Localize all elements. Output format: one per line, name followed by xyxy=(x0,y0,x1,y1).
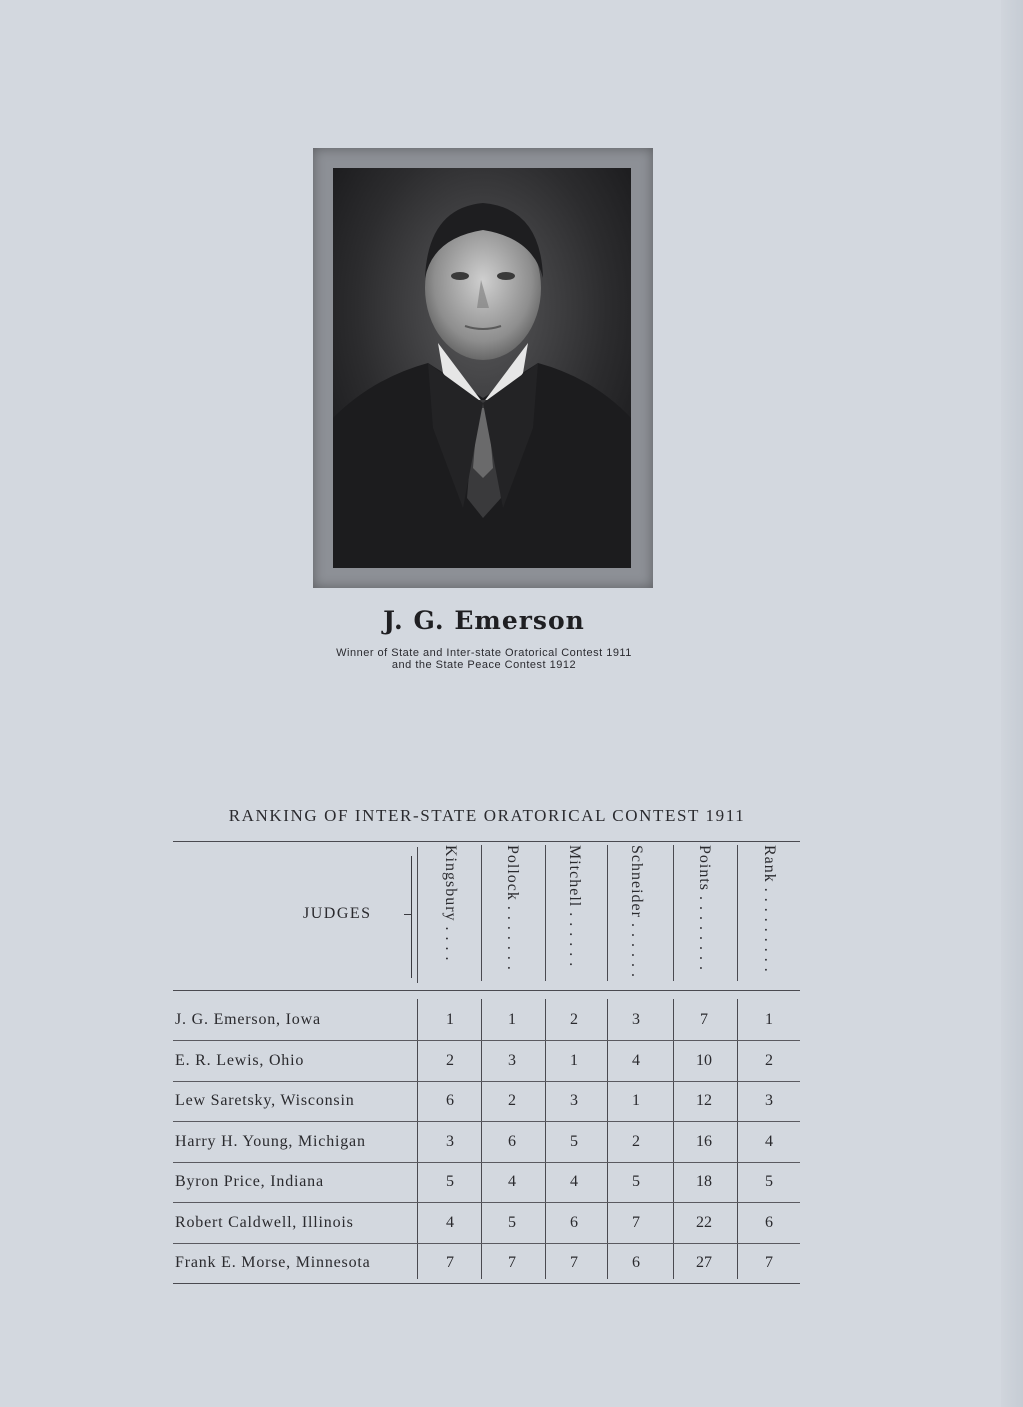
contestant-name: J. G. Emerson, Iowa xyxy=(175,1011,321,1028)
score-cell: 5 xyxy=(632,1173,640,1190)
score-cell: 5 xyxy=(508,1213,516,1231)
portrait-caption-line2: and the State Peace Contest 1912 xyxy=(391,659,577,671)
score-cell: 4 xyxy=(446,1213,454,1231)
score-cell: 5 xyxy=(570,1132,578,1150)
contestant-name: Byron Price, Indiana xyxy=(175,1173,324,1190)
portrait-frame xyxy=(313,148,653,588)
column-header-label: Points . . . . . . . . xyxy=(696,845,713,972)
column-header-label: Mitchell . . . . . . xyxy=(566,845,583,968)
column-header-label: Pollock . . . . . . . xyxy=(504,845,521,971)
portrait-illustration xyxy=(333,168,631,568)
score-cell: 5 xyxy=(765,1173,773,1190)
score-cell: 7 xyxy=(508,1254,516,1271)
column-header-1 xyxy=(492,841,532,990)
score-cell: 6 xyxy=(508,1132,516,1150)
score-cell: 7 xyxy=(570,1254,578,1271)
header-column-separator xyxy=(673,845,674,981)
score-cell: 6 xyxy=(765,1213,773,1231)
score-cell: 4 xyxy=(570,1173,578,1190)
score-cell: 3 xyxy=(446,1132,454,1150)
score-cell: 2 xyxy=(446,1051,454,1069)
score-cell: 3 xyxy=(765,1092,773,1109)
contestant-name: Lew Saretsky, Wisconsin xyxy=(175,1092,355,1109)
table-row xyxy=(173,1082,800,1122)
column-header-label: Schneider . . . . . . xyxy=(628,845,645,978)
header-column-separator xyxy=(481,845,482,981)
judges-label: JUDGES xyxy=(303,905,372,922)
score-cell: 7 xyxy=(765,1254,773,1271)
score-cell: 4 xyxy=(632,1051,640,1069)
column-header-5 xyxy=(749,841,789,990)
score-cell: 7 xyxy=(446,1254,454,1271)
table-row xyxy=(173,1204,800,1244)
score-cell: 22 xyxy=(696,1213,712,1231)
score-cell: 7 xyxy=(700,1011,708,1028)
score-cell: 1 xyxy=(446,1011,454,1028)
contestant-name: E. R. Lewis, Ohio xyxy=(175,1051,305,1069)
score-cell: 1 xyxy=(632,1092,640,1109)
table-row xyxy=(173,1123,800,1163)
score-cell: 16 xyxy=(696,1132,712,1150)
header-column-separator xyxy=(545,845,546,981)
portrait-caption-line1: Winner of State and Inter-state Oratorical Contest 1911 xyxy=(336,647,632,659)
column-header-label: Kingsbury . . . . xyxy=(442,845,459,962)
score-cell: 4 xyxy=(765,1132,773,1150)
score-cell: 7 xyxy=(632,1213,640,1231)
column-header-3 xyxy=(616,841,656,990)
column-header-2 xyxy=(554,841,594,990)
score-cell: 12 xyxy=(696,1092,712,1109)
header-column-separator xyxy=(737,845,738,981)
column-header-0 xyxy=(430,841,470,990)
score-cell: 4 xyxy=(508,1173,516,1190)
score-cell: 1 xyxy=(765,1011,773,1028)
score-cell: 6 xyxy=(632,1254,640,1271)
score-cell: 3 xyxy=(632,1011,640,1028)
score-cell: 27 xyxy=(696,1254,712,1271)
score-cell: 2 xyxy=(632,1132,640,1150)
portrait-photo xyxy=(333,168,631,568)
score-cell: 3 xyxy=(508,1051,516,1069)
column-header-label: Rank . . . . . . . . . xyxy=(761,845,778,973)
score-cell: 6 xyxy=(570,1213,578,1231)
table-row xyxy=(173,1244,800,1284)
score-cell: 2 xyxy=(508,1092,516,1109)
header-column-separator xyxy=(417,847,418,983)
header-column-separator xyxy=(607,845,608,981)
page-edge xyxy=(1001,0,1023,1407)
score-cell: 3 xyxy=(570,1092,578,1109)
ranking-table xyxy=(173,841,800,1286)
score-cell: 6 xyxy=(446,1092,454,1109)
table-row xyxy=(173,1163,800,1203)
score-cell: 2 xyxy=(570,1011,578,1028)
score-cell: 18 xyxy=(696,1173,712,1190)
score-cell: 2 xyxy=(765,1051,773,1069)
table-row xyxy=(173,1001,800,1041)
score-cell: 1 xyxy=(570,1051,578,1069)
score-cell: 10 xyxy=(696,1051,712,1069)
ranking-title: RANKING OF INTER-STATE ORATORICAL CONTEST 1911 xyxy=(228,806,746,825)
contestant-name: Frank E. Morse, Minnesota xyxy=(175,1254,371,1271)
contestant-name: Robert Caldwell, Illinois xyxy=(175,1213,354,1231)
column-header-4 xyxy=(684,841,724,990)
table-header-rule xyxy=(173,990,800,991)
contestant-name: Harry H. Young, Michigan xyxy=(175,1132,366,1150)
score-cell: 1 xyxy=(508,1011,516,1028)
score-cell: 5 xyxy=(446,1173,454,1190)
portrait-name: J. G. Emerson xyxy=(383,606,585,635)
judges-brace xyxy=(411,856,420,978)
table-row xyxy=(173,1042,800,1082)
